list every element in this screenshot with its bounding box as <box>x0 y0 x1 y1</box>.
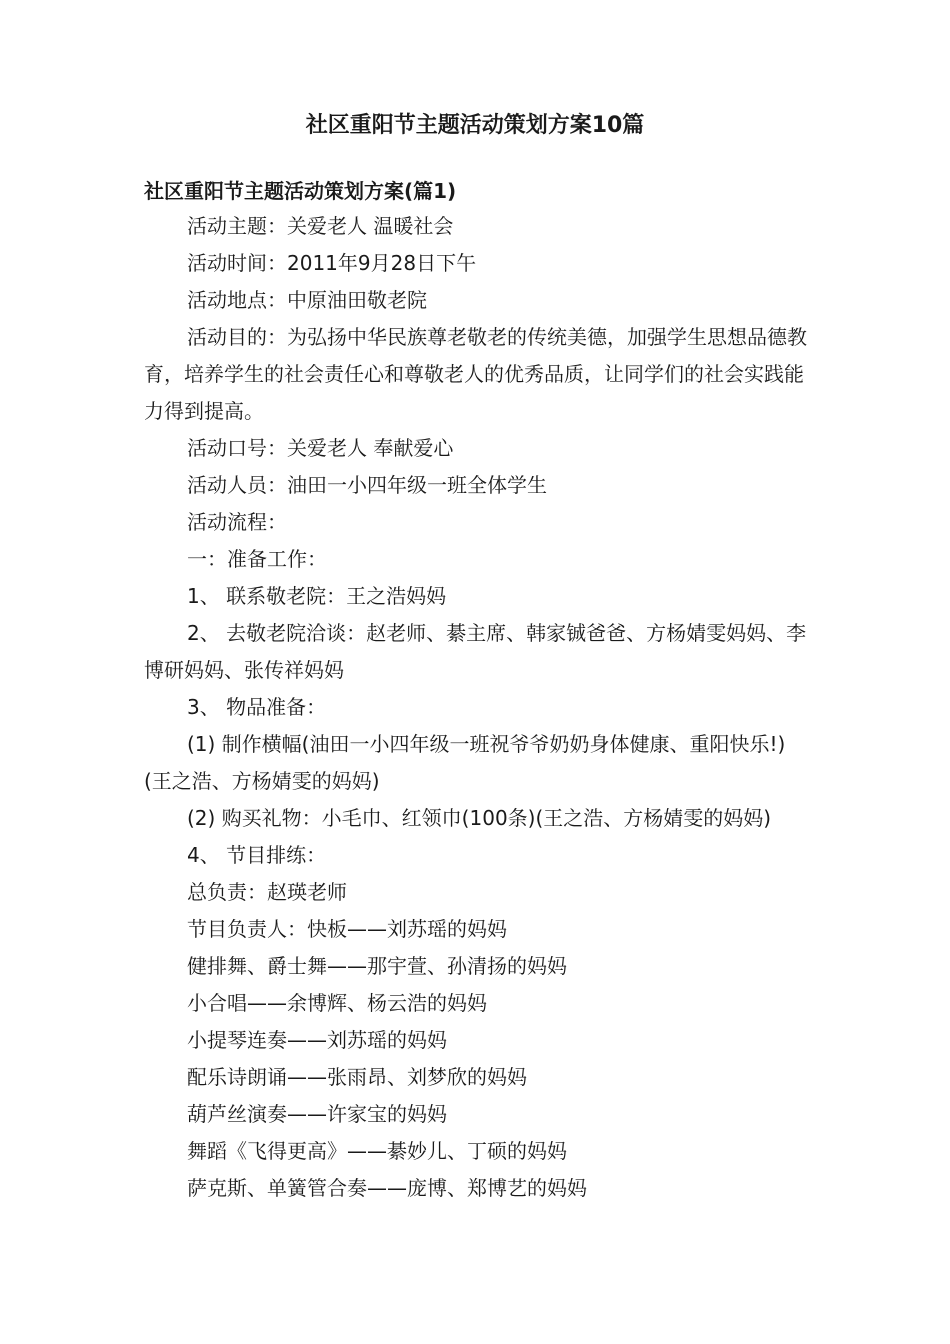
section-heading: 社区重阳节主题活动策划方案(篇1) <box>144 179 457 203</box>
paragraph-activity-purpose: 活动目的：为弘扬中华民族尊老敬老的传统美德，加强学生思想品德教育，培养学生的社会责任心和尊敬老人的优秀品质，让同学们的社会实践能力得到提高。 <box>144 325 807 423</box>
paragraph-program-violin: 小提琴连奏——刘苏瑶的妈妈 <box>187 1028 447 1052</box>
paragraph-overall-lead: 总负责：赵瑛老师 <box>187 880 347 904</box>
paragraph-step-1: 1、 联系敬老院：王之浩妈妈 <box>187 584 447 608</box>
paragraph-preparation: 一：准备工作： <box>187 547 327 571</box>
document-body <box>144 208 809 1207</box>
paragraph-program-dance-higher: 舞蹈《飞得更高》——綦妙儿、丁硕的妈妈 <box>187 1139 567 1163</box>
document-title: 社区重阳节主题活动策划方案10篇 <box>305 113 645 138</box>
paragraph-program-saxophone: 萨克斯、单簧管合奏——庞博、郑博艺的妈妈 <box>187 1176 587 1200</box>
paragraph-activity-time: 活动时间：2011年9月28日下午 <box>187 251 477 275</box>
paragraph-activity-participants: 活动人员：油田一小四年级一班全体学生 <box>187 473 547 497</box>
paragraph-step-3: 3、 物品准备： <box>187 695 327 719</box>
paragraph-step-4: 4、 节目排练： <box>187 843 327 867</box>
paragraph-activity-location: 活动地点：中原油田敬老院 <box>187 288 427 312</box>
paragraph-item-1: (1) 制作横幅(油田一小四年级一班祝爷爷奶奶身体健康、重阳快乐!)(王之浩、方杨婧雯的妈妈) <box>144 732 786 793</box>
paragraph-program-chorus: 小合唱——余博辉、杨云浩的妈妈 <box>187 991 487 1015</box>
paragraph-activity-process: 活动流程： <box>187 510 287 534</box>
paragraph-activity-theme: 活动主题：关爱老人 温暖社会 <box>187 214 454 238</box>
paragraph-program-poetry: 配乐诗朗诵——张雨昂、刘梦欣的妈妈 <box>187 1065 527 1089</box>
paragraph-step-2: 2、 去敬老院洽谈：赵老师、綦主席、韩家铖爸爸、方杨婧雯妈妈、李博研妈妈、张传祥妈妈 <box>144 621 807 682</box>
paragraph-program-dance: 健排舞、爵士舞——那宇萱、孙清扬的妈妈 <box>187 954 567 978</box>
paragraph-item-2: (2) 购买礼物：小毛巾、红领巾(100条)(王之浩、方杨婧雯的妈妈) <box>187 806 772 830</box>
paragraph-activity-slogan: 活动口号：关爱老人 奉献爱心 <box>187 436 454 460</box>
paragraph-program-hulusi: 葫芦丝演奏——许家宝的妈妈 <box>187 1102 447 1126</box>
paragraph-program-lead: 节目负责人：快板——刘苏瑶的妈妈 <box>187 917 507 941</box>
